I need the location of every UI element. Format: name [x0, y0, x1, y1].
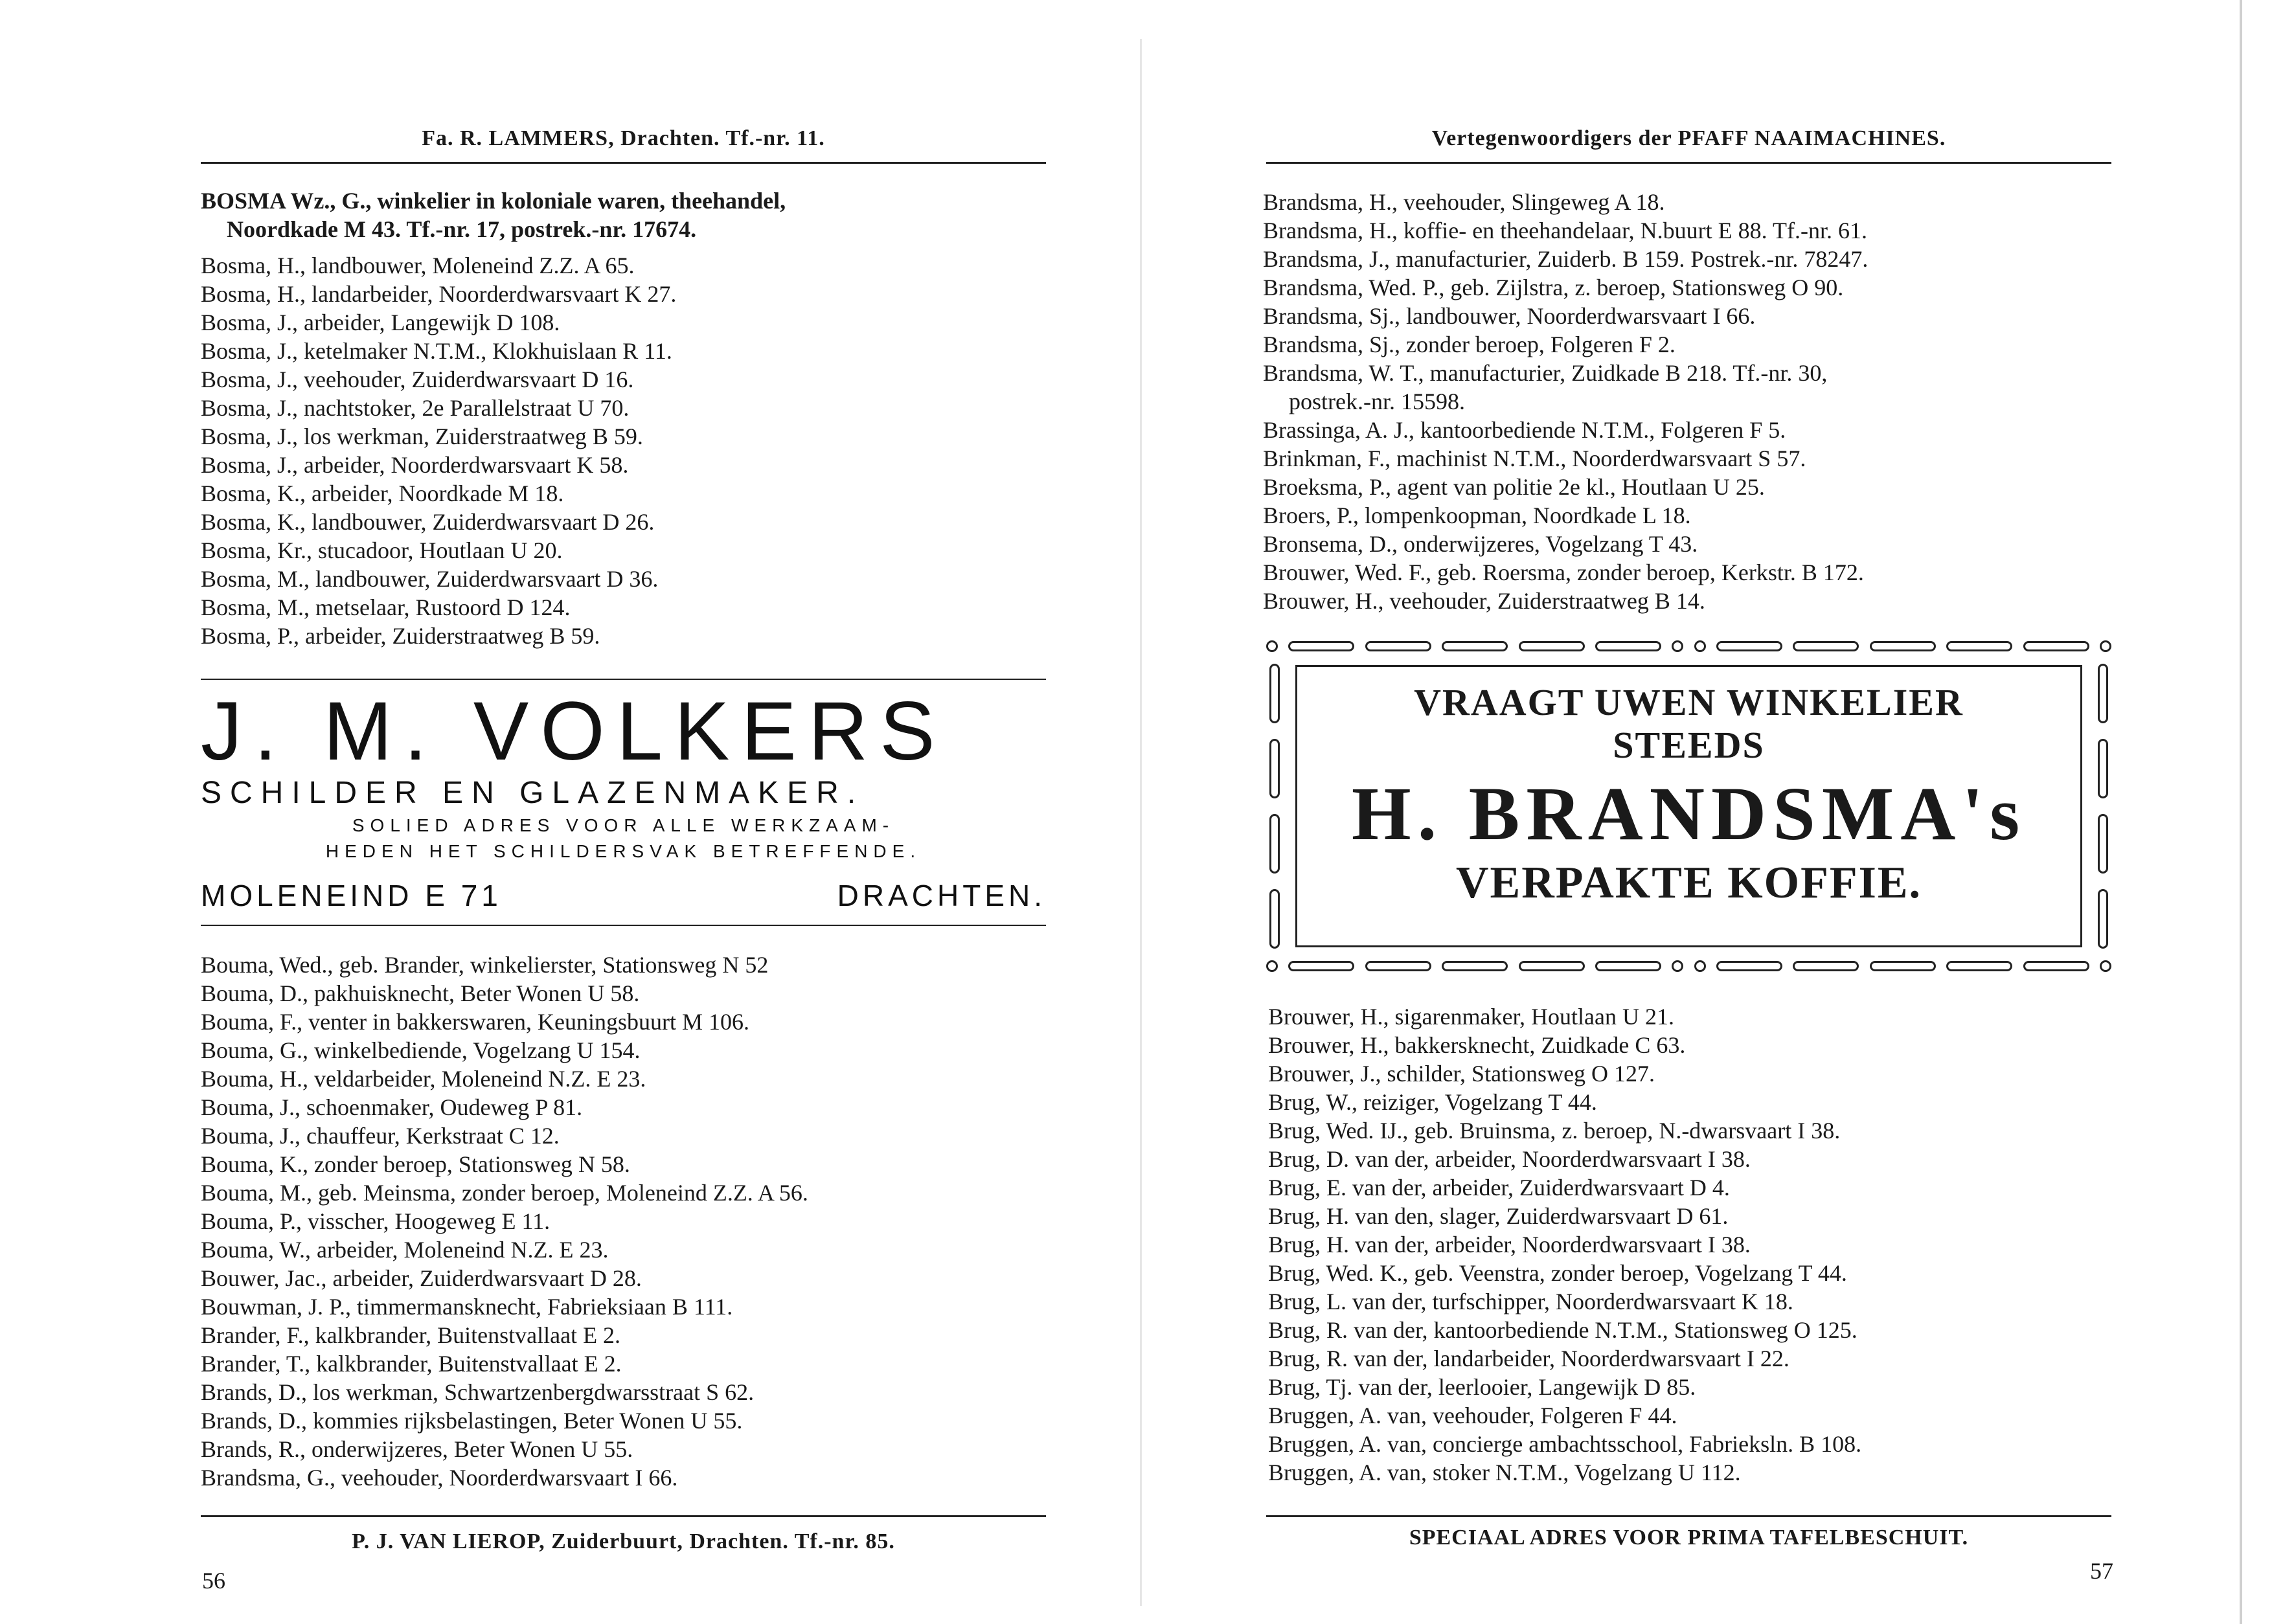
ad-address: MOLENEIND E 71: [201, 879, 502, 912]
list-item: Bruggen, A. van, stoker N.T.M., Vogelzang U 112.: [1268, 1460, 1741, 1485]
chain-ring: [1266, 640, 1278, 652]
list-item: postrek.-nr. 15598.: [1289, 389, 1465, 414]
chain-link: [2098, 814, 2108, 874]
chain-link: [1442, 961, 1508, 971]
chain-link: [2023, 641, 2089, 651]
list-item: Broeksma, P., agent van politie 2e kl., Houtlaan U 25.: [1263, 474, 1765, 500]
bold-entry-line2: Noordkade M 43. Tf.-nr. 17, postrek.-nr. 17674.: [227, 216, 697, 242]
list-item: Bouwman, J. P., timmermansknecht, Fabrieksiaan B 111.: [201, 1294, 733, 1320]
ad-inner-frame: [1295, 665, 2082, 947]
list-item: Brandsma, J., manufacturier, Zuiderb. B 159. Postrek.-nr. 78247.: [1263, 246, 1869, 272]
list-item: Brug, D. van der, arbeider, Noorderdwarsvaart I 38.: [1268, 1146, 1751, 1172]
list-item: Brands, D., los werkman, Schwartzenbergdwarsstraat S 62.: [201, 1379, 755, 1405]
list-item: Brands, D., kommies rijksbelastingen, Beter Wonen U 55.: [201, 1408, 743, 1434]
book-edge: [2240, 0, 2242, 1624]
list-item: Bosma, K., arbeider, Noordkade M 18.: [201, 480, 564, 506]
list-item: Brouwer, H., sigarenmaker, Houtlaan U 21.: [1268, 1004, 1674, 1030]
chain-link: [1793, 641, 1859, 651]
list-item: Bruggen, A. van, concierge ambachtsschool, Fabrieksln. B 108.: [1268, 1431, 1862, 1457]
list-item: Bosma, K., landbouwer, Zuiderdwarsvaart D 26.: [201, 509, 655, 535]
entries-list-b: [201, 951, 808, 1492]
list-item: Bruggen, A. van, veehouder, Folgeren F 44.: [1268, 1403, 1677, 1428]
chain-border-right: [2095, 664, 2111, 949]
chain-link: [1365, 641, 1431, 651]
list-item: Bosma, J., arbeider, Langewijk D 108.: [201, 310, 560, 335]
chain-link: [2023, 961, 2089, 971]
ad-trade: SCHILDER EN GLAZENMAKER.: [201, 776, 865, 810]
chain-link: [2098, 889, 2108, 949]
list-item: Brug, R. van der, landarbeider, Noorderdwarsvaart I 22.: [1268, 1346, 1789, 1371]
list-item: Bouma, F., venter in bakkerswaren, Keuningsbuurt M 106.: [201, 1009, 749, 1035]
list-item: Bosma, J., nachtstoker, 2e Parallelstraat U 70.: [201, 395, 630, 421]
list-item: Bosma, M., landbouwer, Zuiderdwarsvaart D 36.: [201, 566, 659, 592]
list-item: Bosma, H., landarbeider, Noorderdwarsvaart K 27.: [201, 281, 677, 307]
list-item: Brouwer, Wed. F., geb. Roersma, zonder beroep, Kerkstr. B 172.: [1263, 559, 1864, 585]
ad-tagline-2: HEDEN HET SCHILDERSVAK BETREFFENDE.: [325, 841, 922, 861]
chain-link: [1288, 961, 1354, 971]
chain-link: [1288, 641, 1354, 651]
chain-link: [1519, 961, 1585, 971]
list-item: Bouma, Wed., geb. Brander, winkelierster, Stationsweg N 52: [201, 952, 769, 978]
chain-link: [1793, 961, 1859, 971]
list-item: Bosma, J., veehouder, Zuiderdwarsvaart D 16.: [201, 367, 634, 392]
chain-link: [1269, 739, 1280, 798]
page-number-right: 57: [2090, 1558, 2113, 1584]
ad-address-row: [201, 876, 1046, 915]
chain-link: [1519, 641, 1585, 651]
right-page: [1136, 0, 2272, 1624]
list-item: Brug, H. van den, slager, Zuiderdwarsvaart D 61.: [1268, 1203, 1729, 1229]
list-item: Brug, Tj. van der, leerlooier, Langewijk D 85.: [1268, 1374, 1696, 1400]
left-footer: P. J. VAN LIEROP, Zuiderbuurt, Drachten. Tf.-nr. 85.: [352, 1529, 895, 1553]
chain-link: [1716, 961, 1782, 971]
list-item: Brug, Wed. K., geb. Veenstra, zonder beroep, Vogelzang T 44.: [1268, 1260, 1847, 1286]
ad-bottom-rule: [201, 925, 1046, 926]
bold-entry-line1: BOSMA Wz., G., winkelier in koloniale waren, theehandel,: [201, 188, 786, 214]
chain-ring: [1672, 640, 1683, 652]
chain-link: [1946, 961, 2012, 971]
list-item: Brug, E. van der, arbeider, Zuiderdwarsvaart D 4.: [1268, 1175, 1730, 1201]
chain-link: [1595, 641, 1661, 651]
list-item: Bouma, J., schoenmaker, Oudeweg P 81.: [201, 1094, 583, 1120]
list-item: Bouwer, Jac., arbeider, Zuiderdwarsvaart D 28.: [201, 1265, 642, 1291]
ad-top-rule: [201, 679, 1046, 680]
list-item: Bouma, H., veldarbeider, Moleneind N.Z. E 23.: [201, 1066, 646, 1092]
list-item: Brandsma, Wed. P., geb. Zijlstra, z. beroep, Stationsweg O 90.: [1263, 275, 1844, 300]
entries-list-d: [1268, 1002, 1861, 1487]
list-item: Bouma, P., visscher, Hoogeweg E 11.: [201, 1208, 551, 1234]
chain-link: [1946, 641, 2012, 651]
chain-link: [2098, 739, 2108, 798]
left-header: Fa. R. LAMMERS, Drachten. Tf.-nr. 11.: [422, 126, 825, 150]
right-header: Vertegenwoordigers der PFAFF NAAIMACHINES.: [1431, 126, 1946, 150]
list-item: Bouma, K., zonder beroep, Stationsweg N 58.: [201, 1151, 630, 1177]
list-item: Brug, W., reiziger, Vogelzang T 44.: [1268, 1089, 1597, 1115]
chain-ring: [1672, 960, 1683, 972]
list-item: Brandsma, Sj., landbouwer, Noorderdwarsvaart I 66.: [1263, 303, 1756, 329]
list-item: Brandsma, W. T., manufacturier, Zuidkade B 218. Tf.-nr. 30,: [1263, 360, 1828, 386]
chain-link: [1870, 961, 1936, 971]
chain-link: [1269, 814, 1280, 874]
list-item: Bosma, H., landbouwer, Moleneind Z.Z. A 65.: [201, 253, 635, 278]
list-item: Brands, R., onderwijzeres, Beter Wonen U 55.: [201, 1436, 633, 1462]
chain-ring: [1694, 640, 1706, 652]
ad-tagline-1: SOLIED ADRES VOOR ALLE WERKZAAM-: [352, 815, 895, 835]
list-item: Brander, T., kalkbrander, Buitenstvallaat E 2.: [201, 1351, 622, 1377]
chain-ring: [1266, 960, 1278, 972]
list-item: Brouwer, J., schilder, Stationsweg O 127.: [1268, 1061, 1655, 1087]
list-item: Broers, P., lompenkoopman, Noordkade L 18.: [1263, 502, 1691, 528]
right-header-rule: [1266, 162, 2111, 164]
chain-ring: [2100, 640, 2111, 652]
bold-entry: [201, 186, 786, 243]
right-footer: SPECIAAL ADRES VOOR PRIMA TAFELBESCHUIT.: [1409, 1526, 1969, 1550]
list-item: Bouma, M., geb. Meinsma, zonder beroep, Moleneind Z.Z. A 56.: [201, 1180, 808, 1206]
chain-border-top: [1266, 638, 2111, 655]
chain-link: [2098, 664, 2108, 723]
list-item: Bouma, D., pakhuisknecht, Beter Wonen U 58.: [201, 980, 640, 1006]
list-item: Brug, R. van der, kantoorbediende N.T.M., Stationsweg O 125.: [1268, 1317, 1857, 1343]
chain-link: [1870, 641, 1936, 651]
ad-line-2: STEEDS: [1613, 724, 1765, 766]
ad-line-1: VRAAGT UWEN WINKELIER: [1414, 681, 1964, 723]
list-item: Brouwer, H., veehouder, Zuiderstraatweg B 14.: [1263, 588, 1705, 614]
list-item: Brug, Wed. IJ., geb. Bruinsma, z. beroep, N.-dwarsvaart I 38.: [1268, 1118, 1841, 1144]
list-item: Bosma, J., arbeider, Noorderdwarsvaart K 58.: [201, 452, 629, 478]
list-item: Brinkman, F., machinist N.T.M., Noorderdwarsvaart S 57.: [1263, 445, 1806, 471]
chain-border-bottom: [1266, 958, 2111, 975]
list-item: Brug, H. van der, arbeider, Noorderdwarsvaart I 38.: [1268, 1232, 1751, 1257]
chain-border-left: [1266, 664, 1283, 949]
page-number-left: 56: [202, 1568, 225, 1594]
list-item: Brander, F., kalkbrander, Buitenstvallaat E 2.: [201, 1322, 621, 1348]
list-item: Bouma, G., winkelbediende, Vogelzang U 154.: [201, 1037, 641, 1063]
list-item: Bouma, J., chauffeur, Kerkstraat C 12.: [201, 1123, 560, 1149]
list-item: Brassinga, A. J., kantoorbediende N.T.M., Folgeren F 5.: [1263, 417, 1786, 443]
entries-list-a: [201, 251, 676, 650]
chain-link: [1269, 664, 1280, 723]
list-item: Bosma, P., arbeider, Zuiderstraatweg B 59.: [201, 623, 600, 649]
brandsma-coffee-ad: [1266, 638, 2111, 975]
volkers-ad: [201, 685, 1046, 915]
left-header-rule: [201, 162, 1046, 164]
list-item: Brouwer, H., bakkersknecht, Zuidkade C 63.: [1268, 1032, 1686, 1058]
chain-ring: [2100, 960, 2111, 972]
entries-list-c: [1263, 188, 1868, 615]
list-item: Bosma, J., los werkman, Zuiderstraatweg B 59.: [201, 423, 643, 449]
list-item: Brandsma, H., veehouder, Slingeweg A 18.: [1263, 189, 1665, 215]
list-item: Brandsma, H., koffie- en theehandelaar, N.buurt E 88. Tf.-nr. 61.: [1263, 218, 1867, 243]
list-item: Brandsma, Sj., zonder beroep, Folgeren F 2.: [1263, 332, 1676, 357]
list-item: Brug, L. van der, turfschipper, Noorderdwarsvaart K 18.: [1268, 1289, 1793, 1314]
list-item: Bosma, J., ketelmaker N.T.M., Klokhuislaan R 11.: [201, 338, 672, 364]
chain-link: [1269, 889, 1280, 949]
chain-link: [1442, 641, 1508, 651]
ad-city: DRACHTEN.: [837, 879, 1046, 912]
chain-link: [1365, 961, 1431, 971]
chain-link: [1716, 641, 1782, 651]
right-footer-rule: [1266, 1515, 2111, 1517]
list-item: Bouma, W., arbeider, Moleneind N.Z. E 23.: [201, 1237, 609, 1263]
ad-line-4: VERPAKTE KOFFIE.: [1455, 858, 1922, 908]
chain-link: [1595, 961, 1661, 971]
left-footer-rule: [201, 1515, 1046, 1517]
ad-company-name: J. M. VOLKERS: [201, 685, 947, 778]
chain-ring: [1694, 960, 1706, 972]
list-item: Bronsema, D., onderwijzeres, Vogelzang T 43.: [1263, 531, 1698, 557]
list-item: Bosma, Kr., stucadoor, Houtlaan U 20.: [201, 537, 563, 563]
list-item: Brandsma, G., veehouder, Noorderdwarsvaart I 66.: [201, 1465, 678, 1491]
list-item: Bosma, M., metselaar, Rustoord D 124.: [201, 594, 571, 620]
ad-brand-name: H. BRANDSMA's: [1351, 771, 2027, 856]
